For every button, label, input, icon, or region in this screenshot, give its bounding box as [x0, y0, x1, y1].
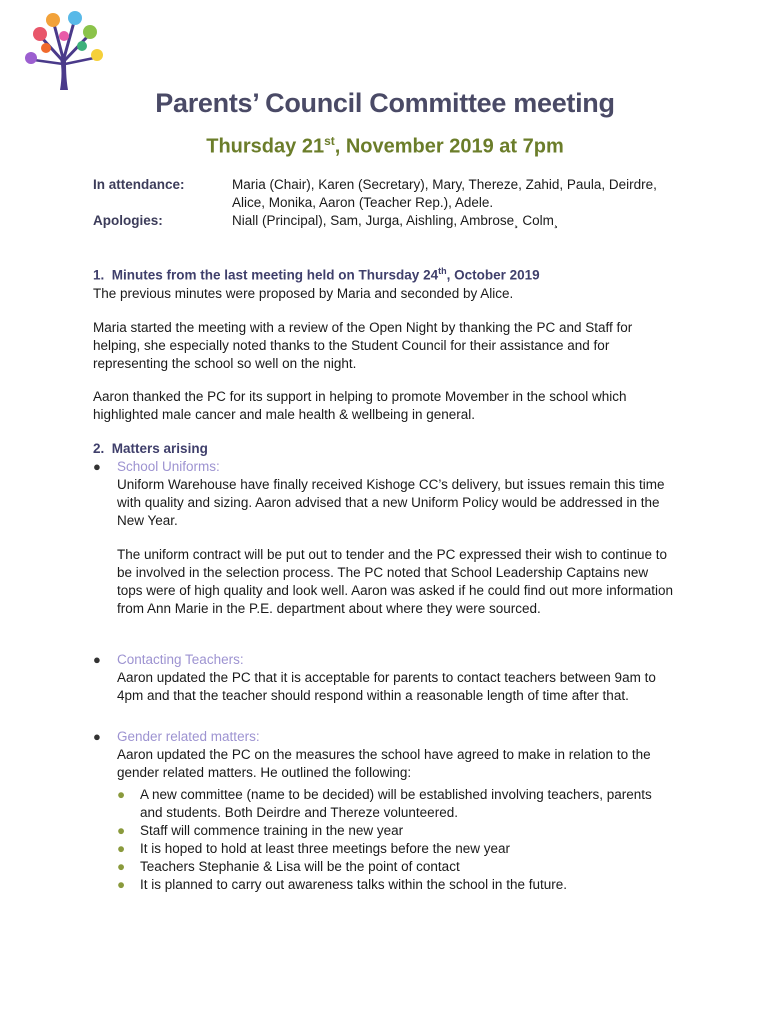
list-item-text: Staff will commence training in the new year: [140, 823, 404, 838]
section-1-para-2: Maria started the meeting with a review of the Open Night by thanking the PC and Staff for helping, she especially noted thanks to the Student Council for their assistance and for representing the school so well on the night.: [93, 320, 633, 371]
meeting-date-prefix: Thursday 21: [206, 135, 325, 158]
list-item-text: It is hoped to hold at least three meetings before the new year: [140, 841, 510, 856]
page-title: Parents’ Council Committee meeting: [155, 88, 615, 118]
list-item-text: Teachers Stephanie & Lisa will be the point of contact: [140, 859, 460, 874]
apologies-value: Niall (Principal), Sam, Jurga, Aishling, Ambrose¸ Colm¸: [232, 213, 559, 228]
meeting-date-suffix: , November 2019 at 7pm: [334, 135, 564, 158]
attendance-block: [93, 176, 672, 230]
uniforms-para-1: Uniform Warehouse have finally received Kishoge CC’s delivery, but issues remain this time with quality and sizing. Aaron advised that a new Uniform Policy would be addressed in the New Year.: [117, 477, 665, 528]
apologies-label: Apologies:: [93, 213, 163, 228]
list-item: [117, 786, 677, 822]
list-item-text: A new committee (name to be decided) will be established involving teachers, parents and students. Both Deirdre and Thereze volunteered.: [140, 787, 652, 820]
sub-bullet-icon: ●: [117, 841, 126, 856]
list-item: [117, 858, 677, 876]
meeting-date: [0, 134, 770, 159]
attendance-value: Maria (Chair), Karen (Secretary), Mary, Thereze, Zahid, Paula, Deirdre, Alice, Monika, Aaron (Teacher Rep.), Adele.: [232, 177, 657, 210]
attendance-label: In attendance:: [93, 177, 185, 192]
teachers-title: Contacting Teachers:: [117, 652, 244, 667]
sub-bullet-icon: ●: [117, 787, 126, 802]
sub-bullet-icon: ●: [117, 823, 126, 838]
section-2-heading-text: Matters arising: [111, 441, 208, 456]
bullet-dot-icon: ●: [93, 729, 101, 744]
list-item: [117, 876, 677, 894]
teachers-para: Aaron updated the PC that it is acceptable for parents to contact teachers between 9am to 4pm and that the teacher should respond within a reasonable length of time after that.: [117, 670, 656, 703]
gender-para: Aaron updated the PC on the measures the school have agreed to make in relation to the gender related matters. He outlined the following:: [117, 747, 651, 780]
section-1-heading-prefix: Minutes from the last meeting held on Thursday 24: [111, 267, 439, 283]
bullet-dot-icon: ●: [93, 459, 101, 474]
list-item-text: It is planned to carry out awareness talks within the school in the future.: [140, 877, 567, 892]
section-1-para-1: The previous minutes were proposed by Maria and seconded by Alice.: [93, 286, 514, 301]
section-2-number: 2.: [93, 441, 105, 456]
meeting-date-sup: st: [324, 134, 335, 148]
section-1-heading-suffix: , October 2019: [446, 267, 540, 283]
gender-sub-list: [117, 786, 677, 894]
section-2-heading: [93, 441, 208, 456]
uniforms-para-2: The uniform contract will be put out to tender and the PC expressed their wish to continue to be involved in the selection process. The PC noted that School Leadership Captains new tops were of high quality and look well. Aaron was asked if he could find out more information from Ann Marie in the P.E. department about where they were sourced.: [117, 547, 674, 616]
sub-bullet-icon: ●: [117, 859, 126, 874]
section-1-number: 1.: [93, 267, 105, 283]
list-item: [117, 840, 677, 858]
section-1-heading-sup: th: [438, 266, 447, 276]
tree-of-hands-logo: [22, 8, 104, 92]
sub-bullet-icon: ●: [117, 877, 126, 892]
gender-title: Gender related matters:: [117, 729, 260, 744]
section-1-para-3: Aaron thanked the PC for its support in helping to promote Movember in the school which highlighted male cancer and male health & wellbeing in general.: [93, 389, 627, 422]
section-1-heading: [93, 266, 540, 283]
bullet-dot-icon: ●: [93, 652, 101, 667]
list-item: [117, 822, 677, 840]
uniforms-title: School Uniforms:: [117, 459, 220, 474]
